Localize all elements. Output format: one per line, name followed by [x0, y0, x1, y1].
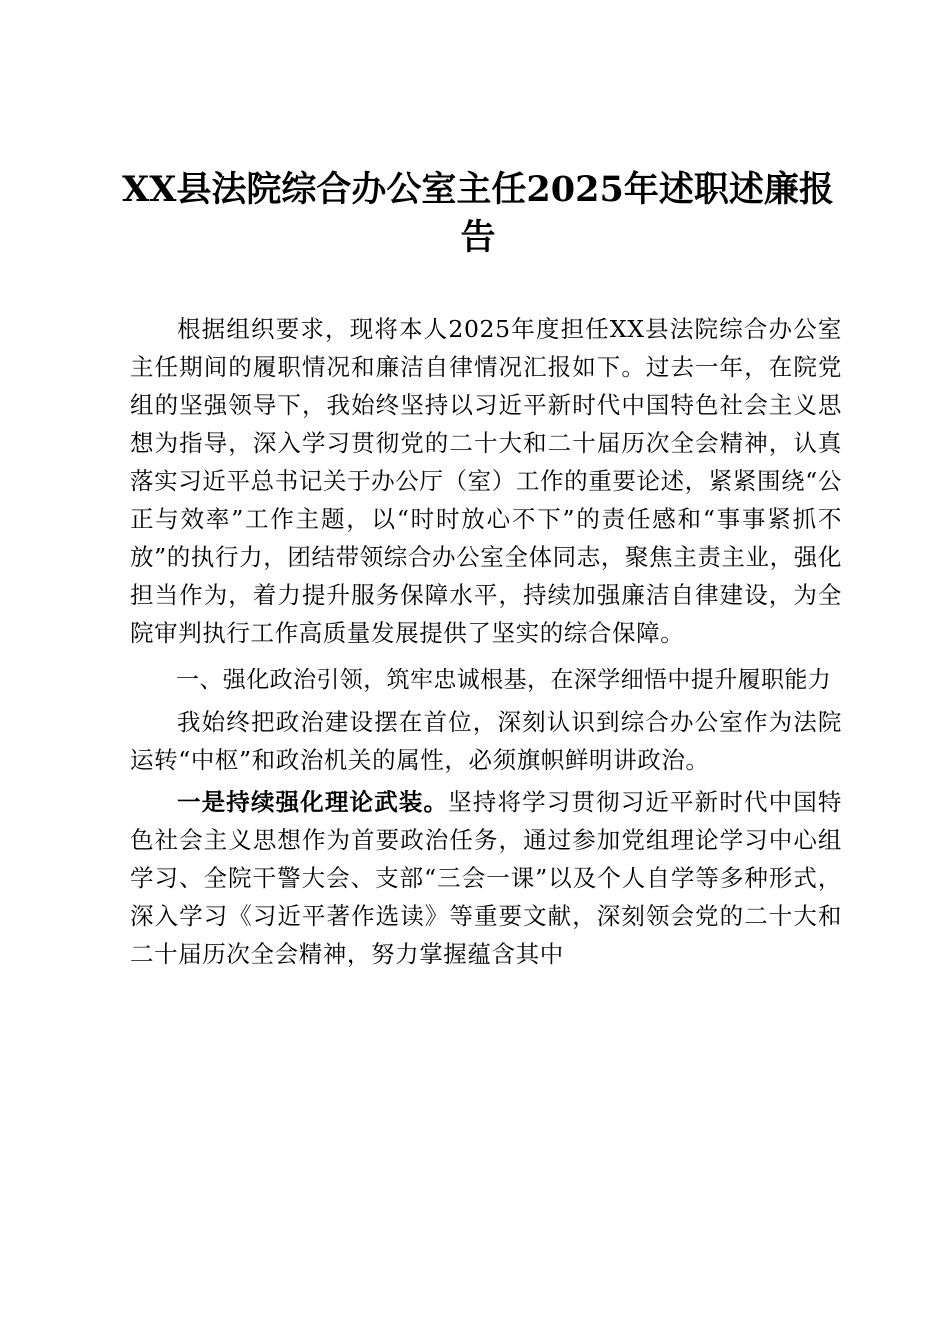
item-1-paragraph: [130, 783, 842, 973]
intro-paragraph: 根据组织要求，现将本人2025年度担任XX县法院综合办公室主任期间的履职情况和廉洁自律情况汇报如下。过去一年，在院党组的坚强领导下，我始终坚持以习近平新时代中国特色社会主义思想为指导，深入学习贯彻党的二十大和二十届历次全会精神，认真落实习近平总书记关于办公厅（室）工作的重要论述，紧紧围绕“公正与效率”工作主题，以“时时放心不下”的责任感和“事事紧抓不放”的执行力，团结带领综合办公室全体同志，聚焦主责主业，强化担当作为，着力提升服务保障水平，持续加强廉洁自律建设，为全院审判执行工作高质量发展提供了坚实的综合保障。: [130, 315, 842, 647]
item-1-lead: 一是持续强化理论武装。: [177, 788, 449, 816]
document-title: XX县法院综合办公室主任2025年述职述廉报告: [122, 169, 834, 258]
document-body: [130, 310, 842, 973]
item-1-text: 坚持将学习贯彻习近平新时代中国特色社会主义思想作为首要政治任务，通过参加党组理论学习中心组学习、全院干警大会、支部“三会一课”以及个人自学等多种形式，深入学习《习近平著作选读》等重要文献，深刻领会党的二十大和二十届历次全会精神，努力掌握蕴含其中: [130, 788, 842, 968]
section-1-heading: 一、强化政治引领，筑牢忠诚根基，在深学细悟中提升履职能力: [176, 667, 832, 693]
section-1-intro-paragraph: 我始终把政治建设摆在首位，深刻认识到综合办公室作为法院运转“中枢”和政治机关的属性，必须旗帜鲜明讲政治。: [130, 708, 842, 774]
